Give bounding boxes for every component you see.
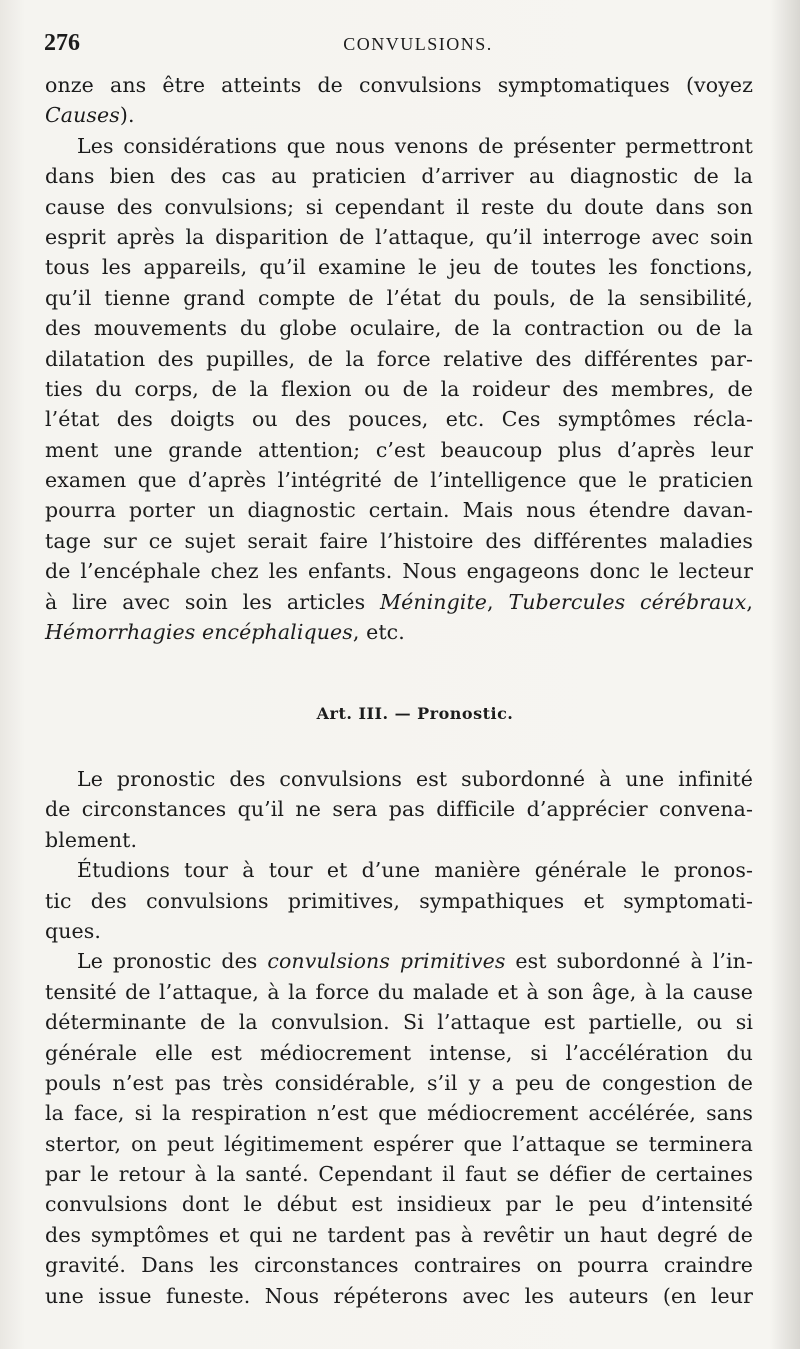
running-head: CONVULSIONS. [343,34,493,54]
italic-text: Causes [45,103,120,128]
text-block-diagnosis [45,70,753,647]
text-line: dilatation des pupilles, de la force relative des différentes par- [45,346,753,371]
text-line: la face, si la respiration n’est que médiocrement accélérée, sans [45,1101,753,1126]
text-span: à lire avec soin les articles [45,589,380,614]
text-line: générale elle est médiocrement intense, si l’accélération du [45,1040,753,1065]
text-line: ques. [45,918,101,943]
text-line: une issue funeste. Nous répéterons avec les auteurs (en leur [45,1283,753,1308]
text-line: gravité. Dans les circonstances contraires on pourra craindre [45,1253,753,1278]
text-span: , etc. [352,620,405,645]
text-line: cause des convulsions; si cependant il reste du doute dans son [45,194,753,219]
text-line: Le pronostic des convulsions est subordonné à une infinité [77,767,753,791]
text-line: déterminante de la convulsion. Si l’attaque est partielle, ou si [45,1010,753,1035]
text-line: tage sur ce sujet serait faire l’histoire des différentes maladies [45,528,753,553]
text-line: tous les appareils, qu’il examine le jeu de toutes les fonctions, [45,255,753,280]
text-line: pouls n’est pas très considérable, s’il y a peu de congestion de [45,1070,753,1095]
text-span: , [487,589,509,614]
italic-text: Méningite [380,589,488,614]
text-line: tic des convulsions primitives, sympathiques et symptomati- [45,888,753,913]
text-line: l’état des doigts ou des pouces, etc. Ces symptômes récla- [45,407,753,432]
text-line [45,100,753,130]
italic-text: Hémorrhagies encéphaliques [45,620,353,645]
text-line [45,617,753,647]
text-line: de l’encéphale chez les enfants. Nous engageons donc le lecteur [45,559,753,584]
text-line: ties du corps, de la flexion ou de la roideur des membres, de [45,376,753,401]
text-line: Les considérations que nous venons de présenter permettront [77,133,753,158]
text-line: dans bien des cas au praticien d’arriver au diagnostic de la [45,164,753,189]
text-block-prognosis [45,764,753,1311]
italic-text: Tubercules cérébraux [508,589,747,614]
text-line: Étudions tour à tour et d’une manière générale le pronos- [77,858,753,883]
text-line: pourra porter un diagnostic certain. Mais nous étendre davan- [45,498,753,523]
text-line: des symptômes et qui ne tardent pas à revêtir un haut degré de [45,1222,753,1247]
text-line: qu’il tienne grand compte de l’état du pouls, de la sensibilité, [45,285,753,310]
article-title: Art. III. — Pronostic. [316,704,514,723]
text-line: ment une grande attention; c’est beaucoup plus d’après leur [45,437,753,462]
text-line [45,587,753,617]
text-line [45,946,753,976]
text-line: esprit après la disparition de l’attaque, qu’il interroge avec soin [45,224,753,249]
text-span: ). [119,103,135,128]
text-line: blement. [45,827,138,852]
italic-text: convulsions primitives [267,949,506,974]
page-header [44,30,752,64]
text-line: des mouvements du globe oculaire, de la contraction ou de la [45,316,753,341]
text-line: par le retour à la santé. Cependant il faut se défier de certaines [45,1162,753,1187]
text-line: onze ans être atteints de convulsions symptomatiques (voyez [45,73,753,97]
text-line: tensité de l’attaque, à la force du malade et à son âge, à la cause [45,979,753,1004]
text-span: Le pronostic des [77,949,268,974]
text-span: , [746,589,754,614]
text-line: examen que d’après l’intégrité de l’intelligence que le praticien [45,468,753,493]
text-line: convulsions dont le début est insidieux par le peu d’intensité [45,1192,753,1217]
text-line: de circonstances qu’il ne sera pas difficile d’apprécier convena- [45,797,753,822]
text-span: est subordonné à l’in- [505,949,753,974]
page-number: 276 [44,30,80,56]
text-line: stertor, on peut légitimement espérer que l’attaque se terminera [45,1131,753,1156]
